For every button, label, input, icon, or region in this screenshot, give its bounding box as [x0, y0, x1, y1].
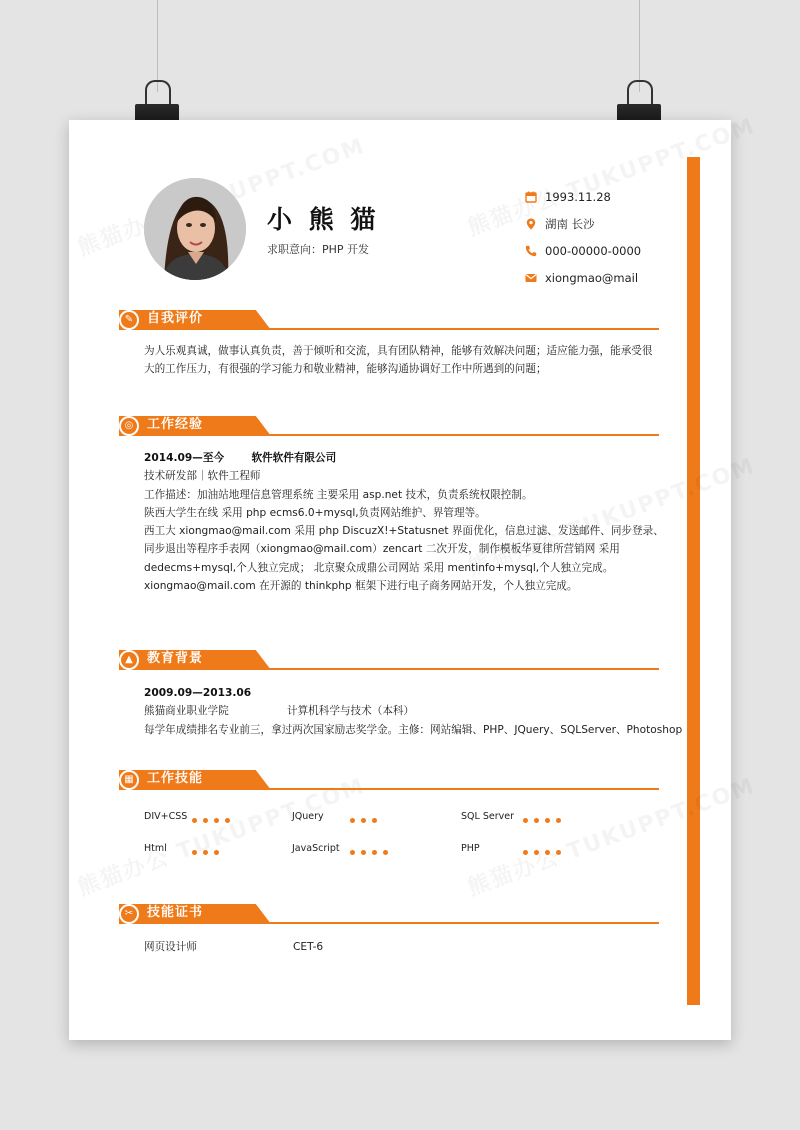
- skill-level-dots: [192, 842, 225, 856]
- edu-major: 计算机科学与技术（本科）: [287, 705, 415, 718]
- certificate-list: [144, 938, 323, 956]
- contact-text: 湖南 长沙: [545, 217, 595, 231]
- skill-level-dots: [523, 842, 567, 856]
- edit-icon: ✎: [119, 310, 139, 330]
- contact-birthdate: [525, 189, 611, 205]
- self-evaluation-text: [144, 342, 653, 379]
- education-text: [144, 684, 682, 739]
- section-title: 技能证书: [147, 905, 204, 920]
- edu-period: 2009.09—2013.06: [144, 687, 252, 699]
- skill-name: Html: [144, 843, 167, 854]
- work-heading: [144, 449, 664, 467]
- text-line: 工作描述：加油站地理信息管理系统 主要采用 asp.net 技术，负责系统权限控制。: [144, 488, 533, 501]
- resume-paper: [69, 120, 731, 1040]
- candidate-name: 小 熊 猫: [267, 205, 380, 234]
- skill-level-dot: [523, 850, 528, 855]
- watermark: [463, 109, 759, 242]
- contact-phone: [525, 243, 641, 259]
- edu-school: 熊猫商业职业学院: [144, 705, 229, 718]
- text-line: xiongmao@mail.com 在开源的 thinkphp 框架下进行电子商务网站开发，个人独立完成。: [144, 580, 578, 593]
- edu-school-row: [144, 702, 682, 720]
- skill-level-dot: [214, 818, 219, 823]
- target-icon: ◎: [119, 416, 139, 436]
- skill-level-dots: [350, 842, 394, 856]
- text-line: 西工大 xiongmao@mail.com 采用 php DiscuzX!+Statusnet 界面优化，信息过滤、发送邮件、同步登录、: [144, 525, 664, 538]
- skill-name: SQL Server: [461, 811, 514, 822]
- skill-level-dot: [372, 850, 377, 855]
- skill-level-dot: [203, 850, 208, 855]
- text-line: 陕西大学生在线 采用 php ecms6.0+mysql,负责网站维护、界管理等。: [144, 506, 486, 519]
- graduation-cap-icon: ▲: [119, 650, 139, 670]
- section-title: 自我评价: [147, 311, 204, 326]
- section-header-self-evaluation: [119, 308, 659, 330]
- section-header-education: [119, 648, 659, 670]
- skill-level-dot: [556, 850, 561, 855]
- skill-level-dot: [350, 850, 355, 855]
- skill-level-dot: [192, 850, 197, 855]
- skill-level-dots: [523, 810, 567, 824]
- contact-text: 000-00000-0000: [545, 244, 642, 258]
- skill-name: DIV+CSS: [144, 811, 188, 822]
- skill-level-dot: [534, 850, 539, 855]
- phone-icon: [525, 245, 537, 257]
- skill-level-dot: [534, 818, 539, 823]
- section-title: 教育背景: [147, 651, 204, 666]
- skill-level-dots: [192, 810, 236, 824]
- section-title: 工作经验: [147, 417, 204, 432]
- accent-side-bar: [687, 157, 700, 1005]
- contact-text: 1993.11.28: [545, 190, 611, 204]
- skill-level-dots: [350, 810, 383, 824]
- skill-name: PHP: [461, 843, 480, 854]
- skill-level-dot: [203, 818, 208, 823]
- skill-level-dot: [192, 818, 197, 823]
- avatar: [144, 178, 246, 280]
- text-line: 大的工作压力，有很强的学习能力和敬业精神，能够沟通协调好工作中所遇到的问题；: [144, 363, 547, 376]
- work-experience-text: [144, 449, 664, 595]
- skill-name: JQuery: [292, 811, 324, 822]
- contact-email: [525, 270, 638, 286]
- certificate-item: 网页设计师: [144, 941, 197, 953]
- job-intent: 求职意向：PHP 开发: [267, 243, 370, 256]
- work-period: 2014.09—至今: [144, 452, 225, 464]
- text-line: 为人乐观真诚，做事认真负责，善于倾听和交流，具有团队精神，能够有效解决问题；适应能力强，能承受很: [144, 345, 653, 357]
- skill-level-dot: [545, 818, 550, 823]
- text-line: 同步退出等程序手表网（xiongmao@mail.com）zencart 二次开发，制作模板华夏律所营销网 采用: [144, 543, 620, 556]
- mail-icon: [525, 272, 537, 284]
- section-header-skills: [119, 768, 659, 790]
- tools-icon: ✂: [119, 904, 139, 924]
- calendar-icon: [525, 191, 537, 203]
- contact-location: [525, 216, 595, 232]
- skill-level-dot: [225, 818, 230, 823]
- skill-level-dot: [556, 818, 561, 823]
- skill-level-dot: [214, 850, 219, 855]
- certificate-item: CET-6: [293, 941, 324, 953]
- contact-text: xiongmao@mail: [545, 271, 639, 285]
- section-header-certificates: [119, 902, 659, 924]
- hanging-string-right: [639, 0, 640, 92]
- edu-detail: 每学年成绩排名专业前三，拿过两次国家励志奖学金。主修：网站编辑、PHP、JQuery、SQLServer、Photoshop: [144, 723, 683, 736]
- text-line: dedecms+mysql,个人独立完成； 北京聚众成鼎公司网站 采用 mentinfo+mysql,个人独立完成。: [144, 561, 614, 574]
- skill-level-dot: [383, 850, 388, 855]
- skill-name: JavaScript: [292, 843, 340, 854]
- grid-icon: ▦: [119, 770, 139, 790]
- skill-level-dot: [523, 818, 528, 823]
- location-icon: [525, 218, 537, 230]
- skill-level-dot: [361, 818, 366, 823]
- section-title: 工作技能: [147, 771, 204, 786]
- hanging-string-left: [157, 0, 158, 92]
- skill-level-dot: [361, 850, 366, 855]
- section-header-work-experience: [119, 414, 659, 436]
- skill-level-dot: [372, 818, 377, 823]
- skill-level-dot: [350, 818, 355, 823]
- work-company: 软件软件有限公司: [251, 452, 337, 464]
- skill-level-dot: [545, 850, 550, 855]
- text-line: 技术研发部｜软件工程师: [144, 470, 261, 483]
